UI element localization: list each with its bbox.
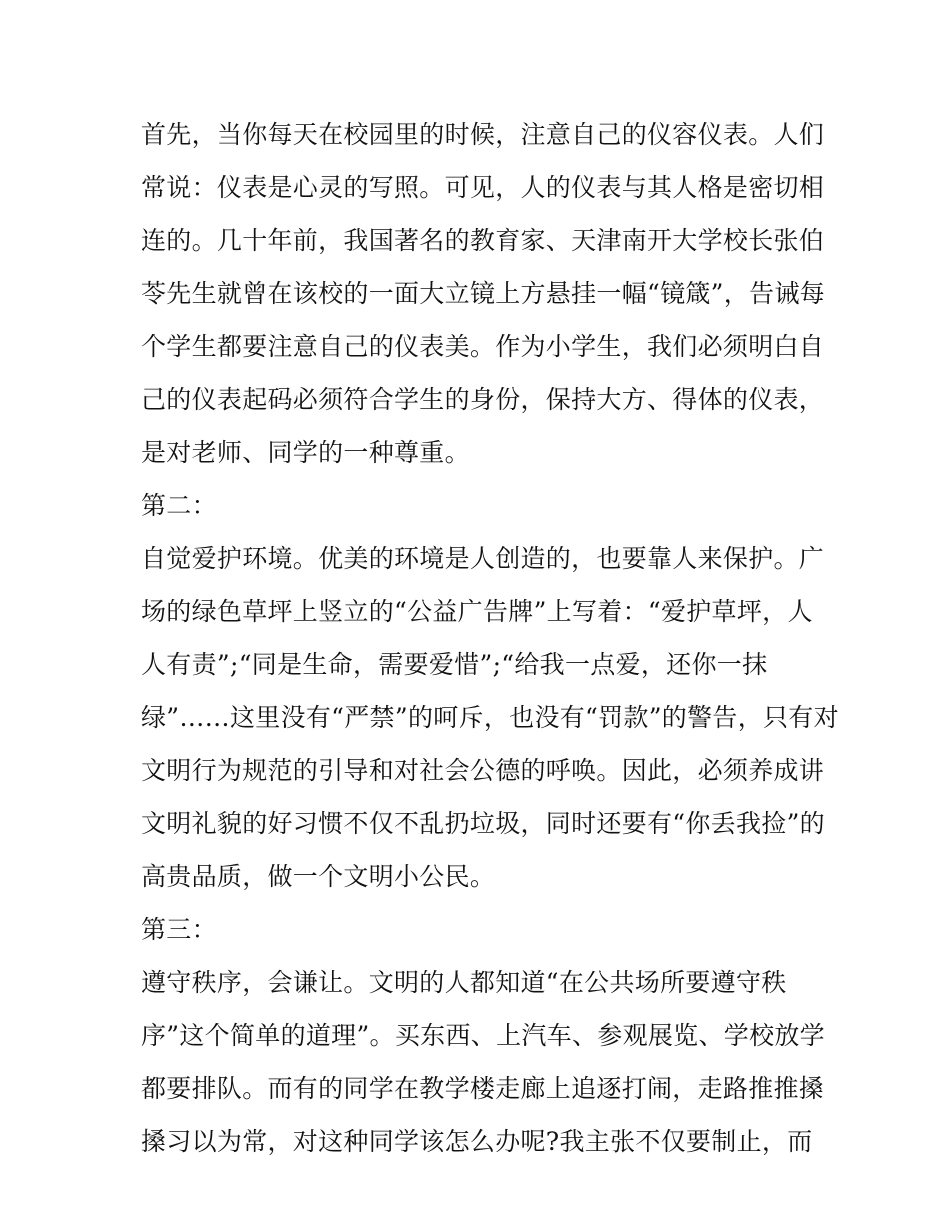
text-line: 人有责”;“同是生命，需要爱惜”;“给我一点爱，还你一抹 [141, 650, 768, 679]
text-line: 自觉爱护环境。优美的环境是人创造的，也要靠人来保护。广 [141, 544, 825, 573]
text-line: 己的仪表起码必须符合学生的身份，保持大方、得体的仪表， [141, 385, 825, 414]
text-line: 苓先生就曾在该校的一面大立镜上方悬挂一幅“镜箴”，告诫每 [141, 279, 825, 308]
document-body [141, 108, 839, 1168]
section-heading: 第二： [141, 491, 217, 520]
text-line: 是对老师、同学的一种尊重。 [141, 438, 470, 467]
section-heading: 第三： [141, 915, 217, 944]
text-line: 序”这个简单的道理”。买东西、上汽车、参观展览、学校放学 [141, 1021, 825, 1050]
text-line: 文明行为规范的引导和对社会公德的呼唤。因此，必须养成讲 [141, 756, 825, 785]
text-line: 文明礼貌的好习惯不仅不乱扔垃圾，同时还要有“你丢我捡”的 [141, 809, 825, 838]
text-line: 绿”……这里没有“严禁”的呵斥，也没有“罚款”的警告，只有对 [141, 703, 839, 732]
text-line: 个学生都要注意自己的仪表美。作为小学生，我们必须明白自 [141, 332, 825, 361]
text-line: 首先，当你每天在校园里的时候，注意自己的仪容仪表。人们 [141, 120, 825, 149]
text-line: 场的绿色草坪上竖立的“公益广告牌”上写着：“爱护草坪，人 [141, 597, 813, 626]
text-line: 连的。几十年前，我国著名的教育家、天津南开大学校长张伯 [141, 226, 825, 255]
text-line: 高贵品质，做一个文明小公民。 [141, 862, 496, 891]
text-line: 都要排队。而有的同学在教学楼走廊上追逐打闹，走路推推搡 [141, 1074, 825, 1103]
text-line: 搡习以为常，对这种同学该怎么办呢?我主张不仅要制止，而 [141, 1127, 813, 1156]
text-line: 常说：仪表是心灵的写照。可见，人的仪表与其人格是密切相 [141, 173, 825, 202]
text-line: 遵守秩序，会谦让。文明的人都知道“在公共场所要遵守秩 [141, 968, 787, 997]
